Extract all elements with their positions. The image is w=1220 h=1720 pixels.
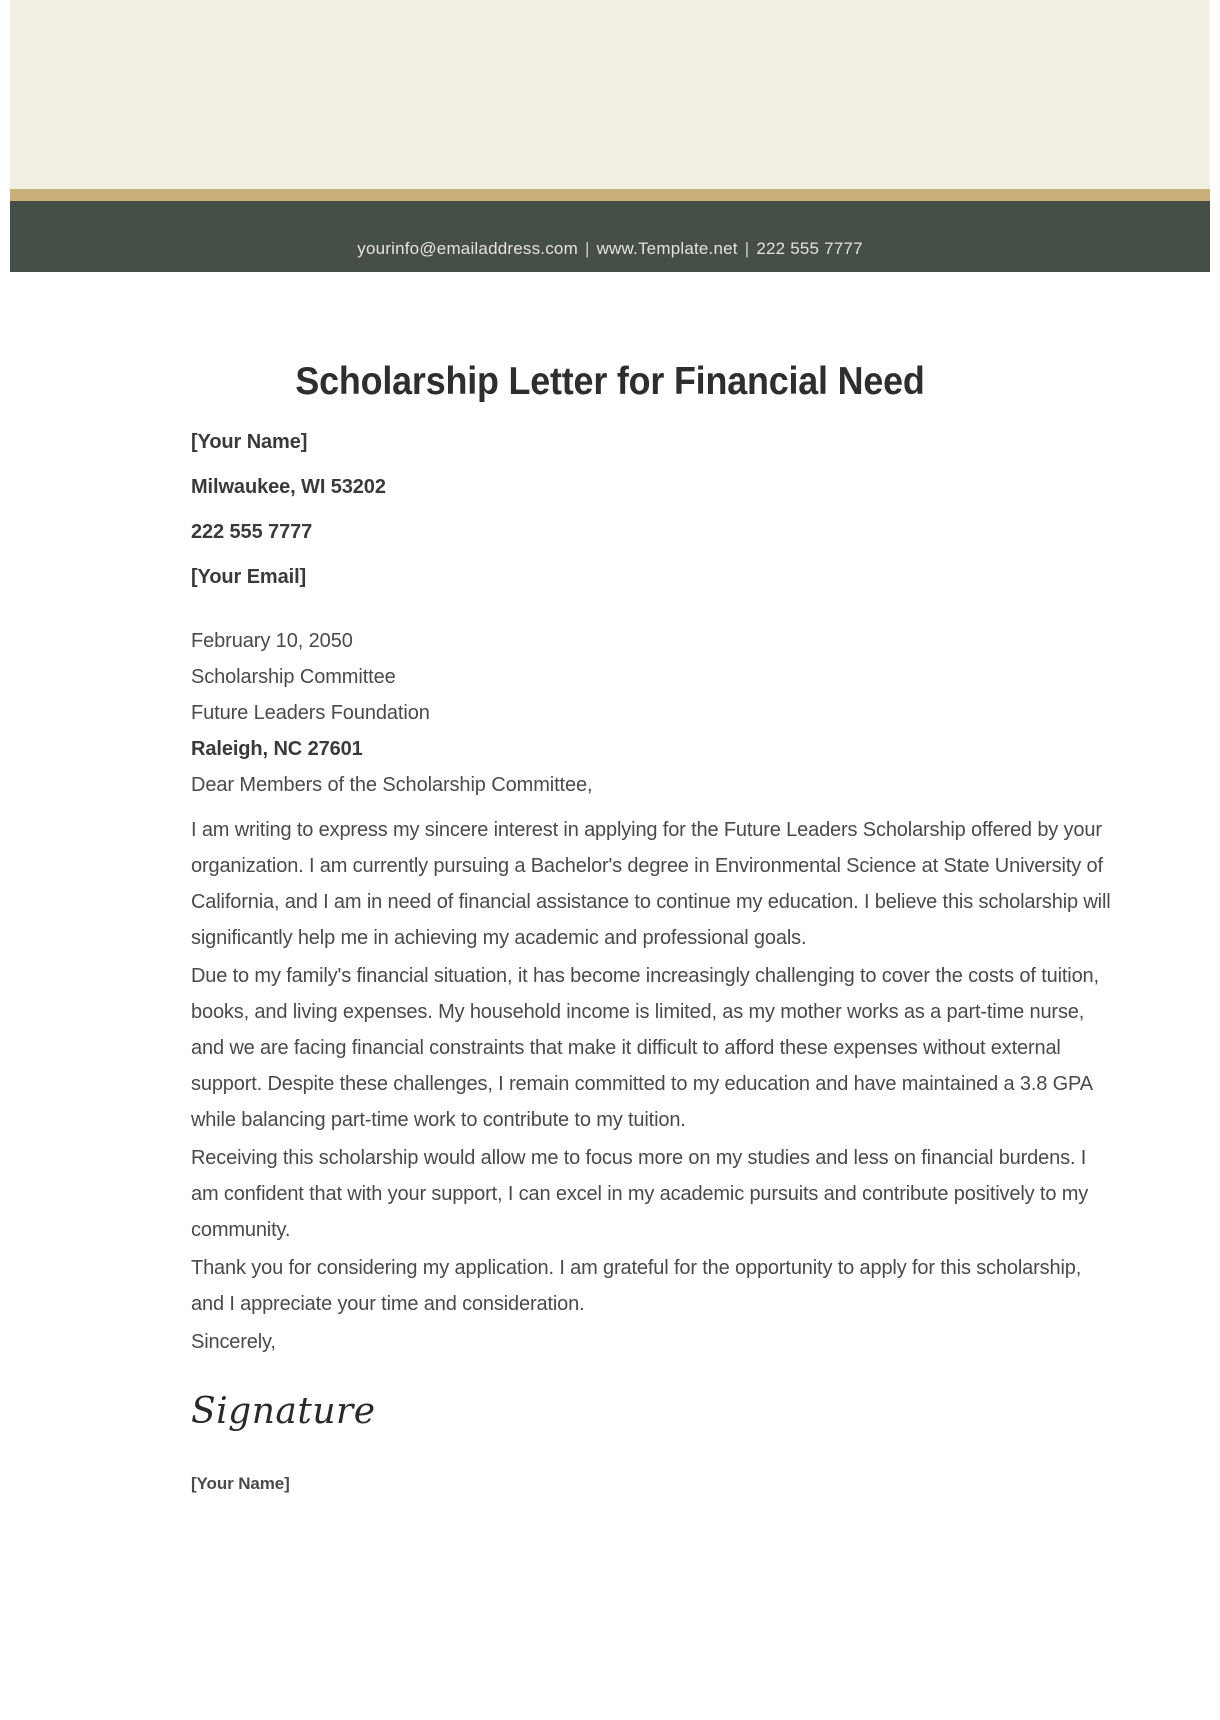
sender-name: [Your Name] (191, 431, 308, 453)
signature-mark: Signature (191, 1391, 376, 1432)
signer-name: [Your Name] (191, 1473, 290, 1493)
letterhead-gold-divider (10, 189, 1210, 201)
body-paragraph: I am writing to express my sincere interest in applying for the Future Leaders Scholarship offered by your organization. I am currently pursuing a Bachelor's degree in Environmental Science at State University of California, and I am in need of financial assistance to continue my education. I believe this scholarship will significantly help me in achieving my academic and professional goals. (191, 819, 1111, 949)
salutation: Dear Members of the Scholarship Committee, (191, 774, 593, 796)
letterhead-separator-1: | (584, 239, 590, 258)
recipient-city-state-zip: Raleigh, NC 27601 (191, 738, 363, 760)
body-paragraph: Due to my family's financial situation, it has become increasingly challenging to cover the costs of tuition, books, and living expenses. My household income is limited, as my mother works as a part-time nurse, and we are facing financial constraints that make it difficult to afford these expenses without external support. Despite these challenges, I remain committed to my education and have maintained a 3.8 GPA while balancing part-time work to contribute to my tuition. (191, 965, 1099, 1131)
recipient-attention: Scholarship Committee (191, 666, 396, 688)
body-paragraph: Thank you for considering my application. I am grateful for the opportunity to apply for this scholarship, and I appreciate your time and consideration. (191, 1257, 1082, 1315)
sender-email: [Your Email] (191, 566, 307, 588)
recipient-address-block (191, 631, 1125, 759)
letterhead-email: yourinfo@emailaddress.com (357, 239, 578, 258)
recipient-organization: Future Leaders Foundation (191, 702, 430, 724)
page-title: Scholarship Letter for Financial Need (295, 360, 925, 403)
document-body (0, 272, 1220, 1494)
letterhead-green-band (10, 201, 1210, 272)
sender-city-state-zip: Milwaukee, WI 53202 (191, 476, 386, 498)
body-paragraph: Receiving this scholarship would allow me to focus more on my studies and less on financial burdens. I am confident that with your support, I can excel in my academic pursuits and contribute positively to my community. (191, 1147, 1089, 1241)
letterhead-contact-line (10, 239, 1210, 259)
closing-salutation: Sincerely, (191, 1331, 276, 1353)
letter-date: February 10, 2050 (191, 630, 353, 652)
letterhead-website: www.Template.net (596, 239, 738, 258)
letterhead (10, 0, 1210, 272)
letter-content (95, 432, 1125, 1494)
letterhead-separator-2: | (744, 239, 750, 258)
sender-phone: 222 555 7777 (191, 521, 313, 543)
letterhead-cream-banner (10, 0, 1210, 189)
letterhead-phone: 222 555 7777 (756, 239, 863, 258)
sender-address-block (191, 432, 1125, 587)
